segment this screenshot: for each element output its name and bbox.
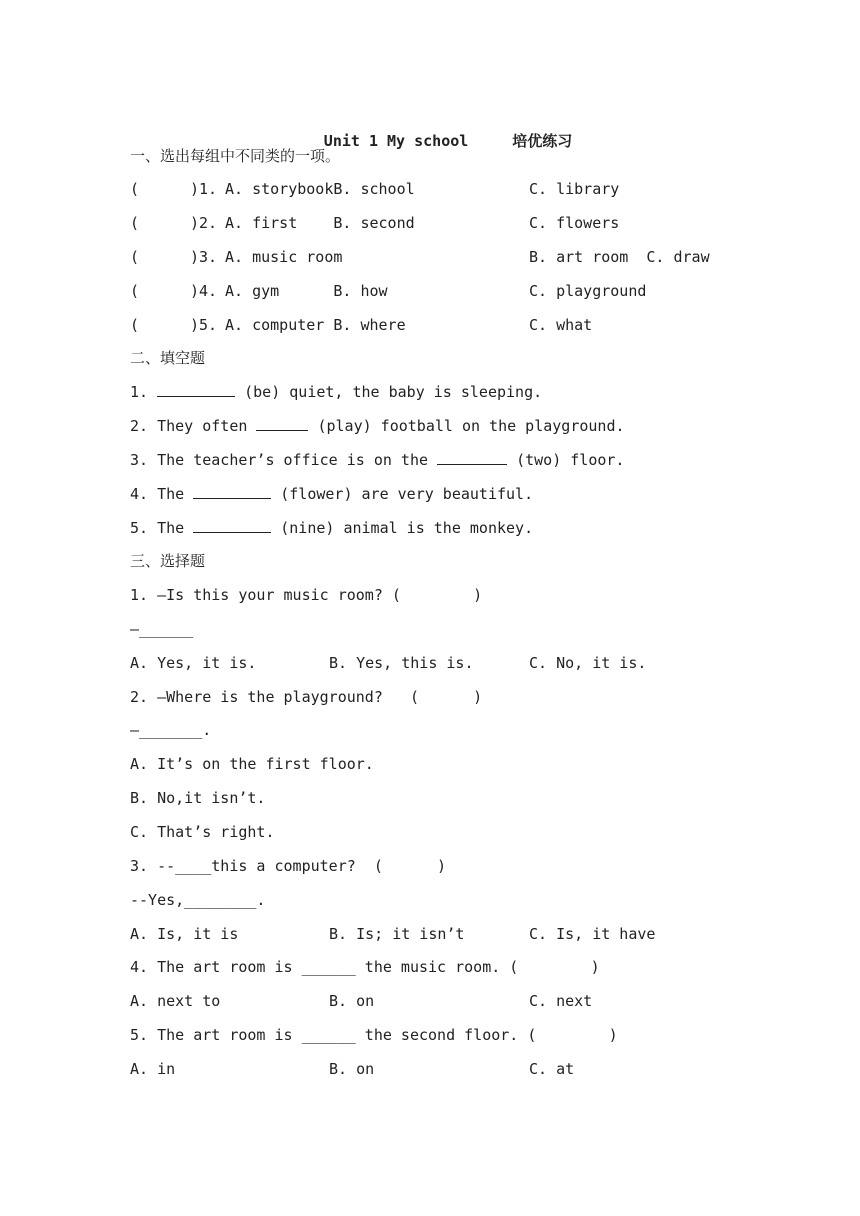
answer-blank[interactable] [193, 518, 271, 533]
option-b[interactable]: B. on [329, 992, 375, 1010]
section2-heading: 二、填空题 [130, 349, 206, 367]
option-a[interactable]: A. Is, it is [130, 925, 239, 943]
option-c: C. what [529, 316, 593, 334]
option-c[interactable]: C. That’s right. [130, 823, 275, 841]
options-ab: A. storybookB. school [225, 180, 415, 198]
item-text: 1. [130, 383, 158, 401]
option-c[interactable]: C. next [529, 992, 593, 1010]
item-number: )3. [190, 248, 218, 266]
answer-blank[interactable] [157, 382, 235, 397]
options-ab: A. computer B. where [225, 316, 406, 334]
answer-paren[interactable]: ( [130, 180, 140, 198]
answer-line-1[interactable]: —______ [130, 620, 194, 638]
option-a[interactable]: A. It’s on the first floor. [130, 755, 374, 773]
option-c: B. art room C. draw [529, 248, 710, 266]
answer-line-2[interactable]: —_______. [130, 721, 212, 739]
title-chinese: 培优练习 [512, 132, 573, 150]
fill-blank-item [130, 484, 533, 504]
option-c[interactable]: C. No, it is. [529, 654, 647, 672]
answer-line-3[interactable]: --Yes,________. [130, 891, 266, 909]
fill-blank-item [130, 518, 533, 538]
item-text: (play) football on the playground. [308, 417, 625, 435]
answer-blank[interactable] [437, 450, 507, 465]
option-c: C. library [529, 180, 620, 198]
answer-paren[interactable]: ( [130, 282, 140, 300]
options-ab: A. gym B. how [225, 282, 388, 300]
page-title [0, 112, 860, 169]
item-number: )5. [190, 316, 218, 334]
option-a[interactable]: A. in [130, 1060, 176, 1078]
option-b[interactable]: B. on [329, 1060, 375, 1078]
item-text: (nine) animal is the monkey. [271, 519, 534, 537]
title-english: Unit 1 My school [323, 132, 469, 150]
question-1: 1. —Is this your music room? ( ) [130, 586, 483, 604]
option-a[interactable]: A. Yes, it is. [130, 654, 257, 672]
item-number: )4. [190, 282, 218, 300]
options-ab: A. first B. second [225, 214, 415, 232]
item-text: (two) floor. [507, 451, 625, 469]
item-text: 5. The [130, 519, 194, 537]
option-b[interactable]: B. Yes, this is. [329, 654, 474, 672]
option-b[interactable]: B. Is; it isn’t [329, 925, 465, 943]
option-b[interactable]: B. No,it isn’t. [130, 789, 266, 807]
item-number: )1. [190, 180, 218, 198]
item-text: 2. They often [130, 417, 257, 435]
option-a[interactable]: A. next to [130, 992, 221, 1010]
section1-heading: 一、选出每组中不同类的一项。 [130, 147, 341, 165]
item-number: )2. [190, 214, 218, 232]
option-c[interactable]: C. Is, it have [529, 925, 656, 943]
item-text: 4. The [130, 485, 194, 503]
answer-paren[interactable]: ( [130, 316, 140, 334]
fill-blank-item [130, 450, 624, 470]
question-4: 4. The art room is ______ the music room. ( ) [130, 958, 600, 976]
question-5: 5. The art room is ______ the second floor. ( ) [130, 1026, 618, 1044]
answer-paren[interactable]: ( [130, 248, 140, 266]
item-text: 3. The teacher’s office is on the [130, 451, 438, 469]
options-ab: A. music room [225, 248, 343, 266]
answer-paren[interactable]: ( [130, 214, 140, 232]
question-2: 2. —Where is the playground? ( ) [130, 688, 483, 706]
option-c: C. flowers [529, 214, 620, 232]
item-text: (be) quiet, the baby is sleeping. [235, 383, 543, 401]
fill-blank-item [130, 416, 625, 436]
option-c: C. playground [529, 282, 647, 300]
answer-blank[interactable] [193, 484, 271, 499]
question-3: 3. --____this a computer? ( ) [130, 857, 447, 875]
item-text: (flower) are very beautiful. [271, 485, 534, 503]
fill-blank-item [130, 382, 542, 402]
option-c[interactable]: C. at [529, 1060, 575, 1078]
section3-heading: 三、选择题 [130, 552, 206, 570]
answer-blank[interactable] [256, 416, 308, 431]
